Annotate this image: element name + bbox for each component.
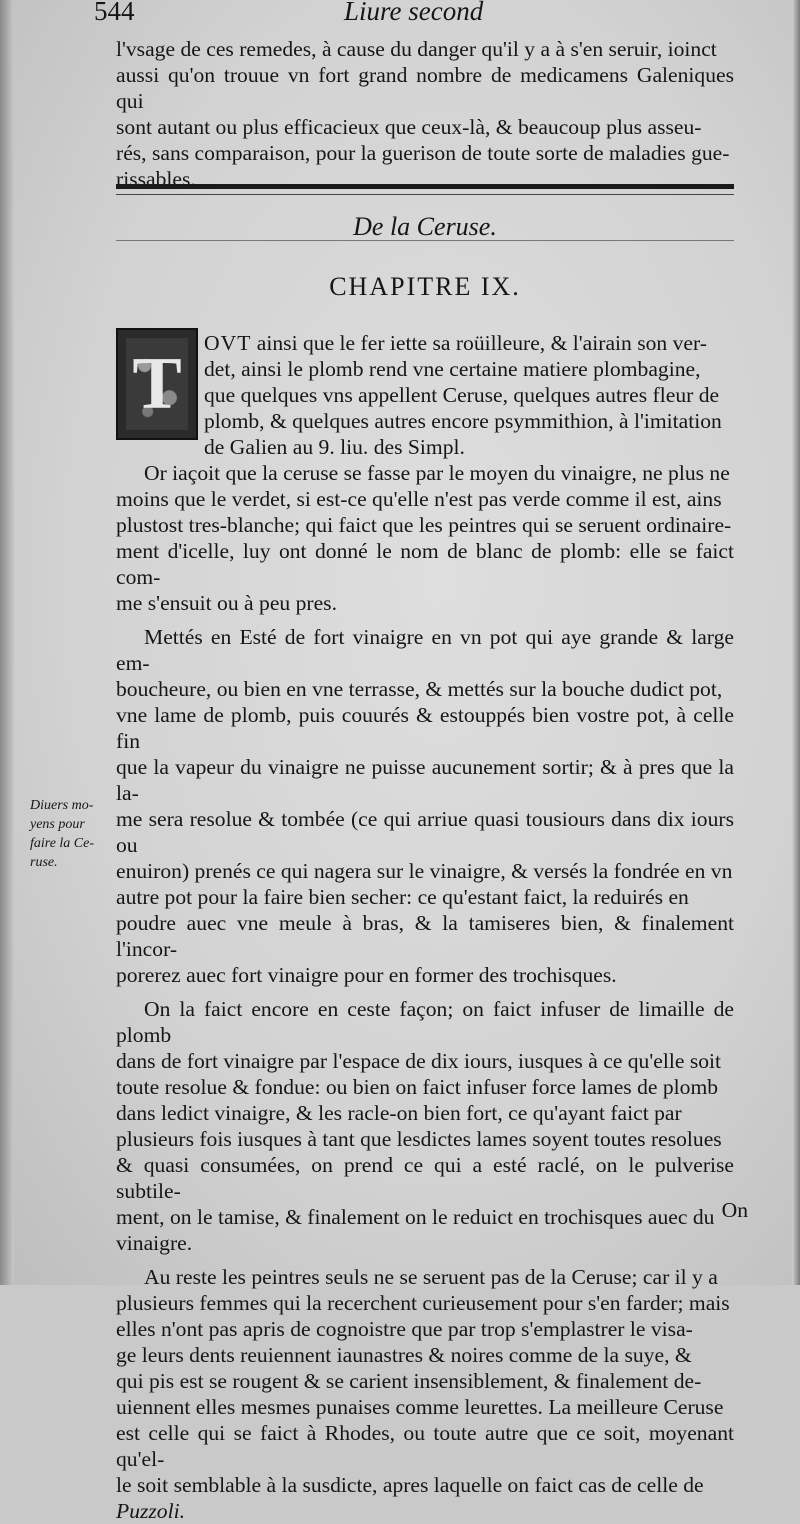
opening-word: OVT (204, 331, 252, 355)
text-line: de Galien au 9. liu. des Simpl. (204, 435, 465, 459)
text-line: sont autant ou plus efficacieux que ceux-là, & beaucoup plus asseu- (116, 115, 702, 139)
text-line: ment, on le tamise, & finalement on le reduict en trochisques auec du (116, 1205, 715, 1229)
text-line: uiennent elles mesmes punaises comme leurettes. La meilleure Ceruse (116, 1395, 724, 1419)
text-line: Mettés en Esté de fort vinaigre en vn pot qui aye grande & large em- (116, 625, 734, 675)
text-line: plomb, & quelques autres encore psymmithion, à l'imitation (204, 409, 722, 433)
text-line: moins que le verdet, si est-ce qu'elle n'est pas verde comme il est, ains (116, 487, 722, 511)
paragraph-3 (116, 996, 734, 1256)
section-rule-thin (116, 194, 734, 195)
margin-note (30, 796, 114, 872)
ornamental-initial (116, 328, 198, 440)
margin-note-line: yens pour (30, 817, 85, 832)
text-line: autre pot pour la faire bien secher: ce qu'estant faict, la reduirés en (116, 885, 689, 909)
initial-letter: T (132, 343, 182, 425)
text-line: me sera resolue & tombée (ce qui arriue quasi tousiours dans dix iours ou (116, 807, 734, 857)
text-line: plusieurs fois iusques à tant que lesdictes lames soyent toutes resolues (116, 1127, 722, 1151)
text-line: l'vsage de ces remedes, à cause du danger qu'il y a à s'en seruir, ioinct (116, 37, 717, 61)
paragraph-4 (116, 1264, 734, 1524)
text-line: plustost tres-blanche; qui faict que les peintres qui se seruent ordinaire- (116, 513, 732, 537)
margin-note-line: faire la Ce- (30, 836, 95, 851)
text-line: boucheure, ou bien en vne terrasse, & mettés sur la bouche dudict pot, (116, 677, 723, 701)
text-line: toute resolue & fondue: ou bien on faict infuser force lames de plomb (116, 1075, 719, 1099)
page-header (94, 0, 734, 32)
text-line: qui pis est se rougent & se carient insensiblement, & finalement de- (116, 1369, 702, 1393)
catchword: On (721, 1198, 748, 1222)
text-line: que la vapeur du vinaigre ne puisse aucunement sortir; & à pres que la la- (116, 755, 734, 805)
page-shadow-right (792, 0, 800, 1285)
text-line: vne lame de plomb, puis couurés & estouppés bien vostre pot, à celle fin (116, 703, 734, 753)
ornament-icon (126, 338, 188, 430)
intro-paragraph (116, 36, 734, 192)
text-line: est celle qui se faict à Rhodes, ou toute autre que ce soit, moyenant qu'el- (116, 1421, 734, 1471)
text-line: porerez auec fort vinaigre pour en former des trochisques. (116, 963, 617, 987)
paragraph-1 (116, 460, 734, 616)
text-line: aussi qu'on trouue vn fort grand nombre de medicamens Galeniques qui (116, 63, 734, 113)
section-title: De la Ceruse. (353, 212, 497, 241)
page-shadow-left (0, 0, 14, 1285)
text-line: plusieurs femmes qui la recerchent curieusement pour s'en farder; mais (116, 1291, 730, 1315)
text-line: Puzzoli. (116, 1499, 185, 1523)
text-line: vinaigre. (116, 1231, 193, 1255)
text-line: On la faict encore en ceste façon; on faict infuser de limaille de plomb (116, 997, 734, 1047)
opening-paragraph (204, 330, 734, 460)
chapter-title: CHAPITRE IX. (329, 272, 521, 301)
margin-note-line: ruse. (30, 855, 58, 870)
text-line: enuiron) prenés ce qui nagera sur le vinaigre, & versés la fondrée en vn (116, 859, 733, 883)
text-line: ge leurs dents reuiennent iaunastres & noires comme de la suye, & (116, 1343, 692, 1367)
title-rule (116, 240, 734, 241)
margin-note-line: Diuers mo- (30, 798, 94, 813)
text-line (204, 330, 734, 356)
text-line: me s'ensuit ou à peu pres. (116, 591, 337, 615)
text-line: ment d'icelle, luy ont donné le nom de blanc de plomb: elle se faict com- (116, 539, 734, 589)
text-line: & quasi consumées, on prend ce qui a esté raclé, on le pulverise subtile- (116, 1153, 734, 1203)
running-head: Liure second (344, 0, 484, 26)
text-line: le soit semblable à la susdicte, apres laquelle on faict cas de celle de (116, 1473, 704, 1497)
text-line: Au reste les peintres seuls ne se seruent pas de la Ceruse; car il y a (144, 1265, 718, 1289)
text-line: rés, sans comparaison, pour la guerison de toute sorte de maladies gue- (116, 141, 730, 165)
text-line: que quelques vns appellent Ceruse, quelques autres fleur de (204, 383, 720, 407)
text-line: det, ainsi le plomb rend vne certaine matiere plombagine, (204, 357, 701, 381)
page-number: 544 (94, 0, 135, 26)
text-line: poudre auec vne meule à bras, & la tamiseres bien, & finalement l'incor- (116, 911, 734, 961)
text-line: dans ledict vinaigre, & les racle-on bien fort, ce qu'ayant faict par (116, 1101, 682, 1125)
text-line-rest: ainsi que le fer iette sa roüilleure, & l'airain son ver- (256, 331, 707, 355)
paragraph-2 (116, 624, 734, 988)
chapter-body (116, 460, 734, 1524)
section-rule-thick (116, 184, 734, 189)
text-line: elles n'ont pas apris de cognoistre que par trop s'emplastrer le visa- (116, 1317, 693, 1341)
text-line: Or iaçoit que la ceruse se fasse par le moyen du vinaigre, ne plus ne (144, 461, 730, 485)
text-line: rissables. (116, 167, 196, 191)
text-line: dans de fort vinaigre par l'espace de dix iours, iusques à ce qu'elle soit (116, 1049, 722, 1073)
